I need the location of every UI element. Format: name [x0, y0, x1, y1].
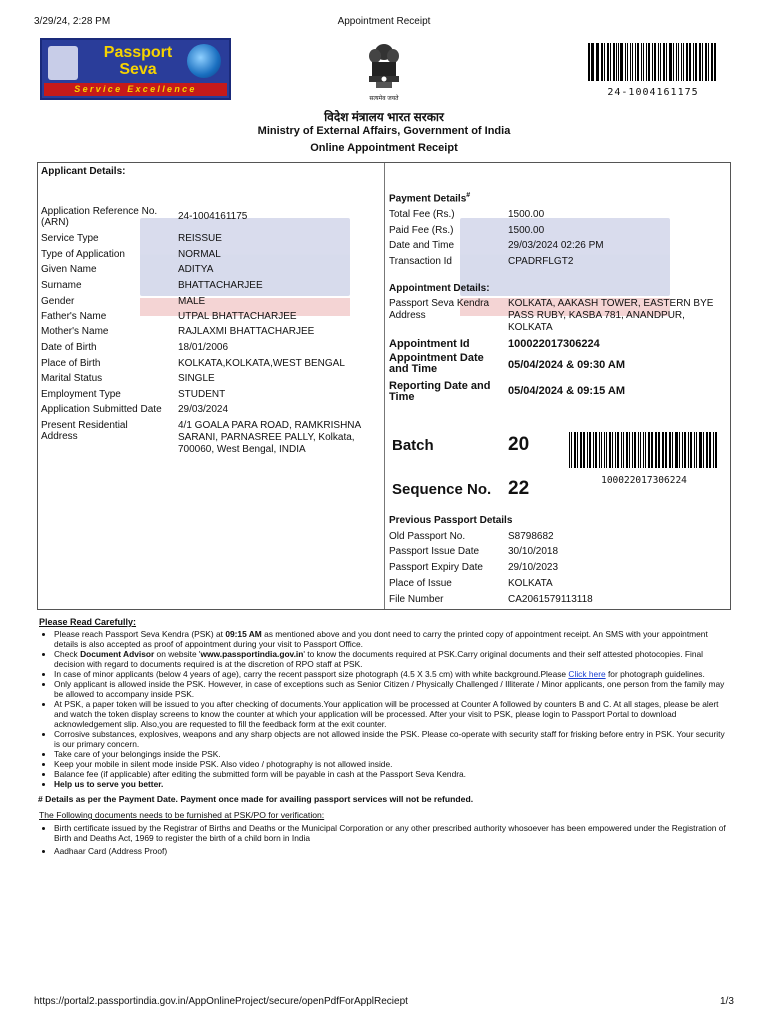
barcode-bar [655, 432, 657, 468]
barcode-bar [632, 432, 633, 468]
list-item: • Balance fee (if applicable) after editing the submitted form will be payable in cash at the Passport Seva Kendra. [54, 769, 730, 779]
barcode-bar [637, 43, 639, 81]
watermark-left [140, 218, 350, 316]
barcode-bar [714, 43, 716, 81]
barcode-bar [709, 432, 711, 468]
psk-address-value: KOLKATA, AAKASH TOWER, EASTERN BYE PASS RUBY, KASBA 781, ANANDPUR, KOLKATA [508, 298, 714, 333]
notes-heading: Please Read Carefully: [39, 617, 137, 627]
arn-value: 24-1004161175 [178, 211, 248, 222]
barcode-bar [705, 43, 707, 81]
barcode-bar [640, 432, 641, 468]
appointment-details-heading: Appointment Details: [389, 283, 490, 294]
print-datetime: 3/29/24, 2:28 PM [34, 16, 111, 27]
batch-value: 20 [508, 434, 530, 455]
barcode-bar [596, 43, 597, 81]
list-item: • Please reach Passport Seva Kendra (PSK) at 09:15 AM as mentioned above and you dont need to carry the printed copy of appointment receipt. An SMS with your appointment details is also accepted as proof of appointment during your visit to Passport Office. [54, 629, 730, 649]
sequence-label: Sequence No. [392, 481, 492, 498]
barcode-bar [706, 432, 708, 468]
barcode-bar [682, 432, 683, 468]
barcode-bar [643, 43, 644, 81]
column-divider [384, 163, 385, 609]
barcode-bar [684, 432, 686, 468]
employment-type-label: Employment Type [41, 389, 121, 400]
logo-tagline: Service Excellence [44, 83, 227, 96]
address-label: Present Residential Address [41, 420, 128, 442]
receipt-title: Online Appointment Receipt [310, 142, 458, 154]
barcode-bar [595, 432, 597, 468]
list-item: • At PSK, a paper token will be issued to you after checking of documents.Your application will be processed at Counter A followed by counters B and C. At all stages, please be alert and watch the token display screens to know the counter at which your application will be processed. After your visit to PSK, please login to Passport Portal to download acknowledgement slip. Also,you are requested to fill the feedback form at the exit counter. [54, 699, 730, 729]
barcode-bar [623, 432, 624, 468]
barcode-bar [569, 432, 570, 468]
barcode-bar [695, 43, 697, 81]
barcode-bar [683, 43, 684, 81]
website-link[interactable]: www.passportindia.gov.in [200, 649, 304, 659]
expiry-date-label: Passport Expiry Date [389, 562, 483, 573]
submitted-date-value: 29/03/2024 [178, 404, 229, 415]
barcode-bar [641, 43, 642, 81]
barcode-bar [665, 432, 667, 468]
appointment-id-value: 100022017306224 [508, 338, 600, 350]
instructions-list [38, 629, 730, 789]
barcode-bar [599, 432, 600, 468]
hindi-title: विदेश मंत्रालय भारत सरकार [324, 110, 444, 124]
applicant-details-heading: Applicant Details: [41, 166, 126, 177]
barcode-bar [703, 432, 705, 468]
list-item: • Keep your mobile in silent mode inside PSK. Also video / photography is not allowed inside. [54, 759, 730, 769]
barcode-bar [648, 432, 650, 468]
transaction-id-value: CPADRFLGT2 [508, 256, 574, 267]
barcode-bar [621, 432, 623, 468]
barcode-bar [638, 432, 639, 468]
barcode-bar [651, 432, 653, 468]
barcode-bar [699, 432, 701, 468]
barcode-bar [589, 432, 591, 468]
barcode-bar [591, 43, 593, 81]
barcode-bar [688, 432, 689, 468]
previous-passport-heading: Previous Passport Details [389, 515, 513, 526]
barcode-bar [626, 432, 628, 468]
dob-label: Date of Birth [41, 342, 97, 353]
payment-details-heading: Payment Details# [389, 192, 471, 205]
arn-barcode-text: 24-1004161175 [607, 87, 699, 98]
barcode-bar [690, 432, 692, 468]
barcode-bar [609, 432, 611, 468]
barcode-bar [681, 43, 683, 81]
barcode-bar [643, 432, 644, 468]
marital-status-value: SINGLE [178, 373, 215, 384]
barcode-bar [610, 43, 612, 81]
barcode-bar [702, 43, 703, 81]
list-item: • Corrosive substances, explosives, weapons and any sharp objects are not allowed inside the PSK. Please co-operate with security staff for frisking before entry in PSK. Your security is our primary concern. [54, 729, 730, 749]
barcode-bar [675, 432, 677, 468]
appointment-barcode-text: 100022017306224 [601, 475, 687, 486]
batch-label: Batch [392, 437, 434, 454]
ministry-title: Ministry of External Affairs, Government of India [257, 125, 511, 137]
barcode-bar [715, 432, 717, 468]
barcode-bar [617, 432, 619, 468]
instructions-section [38, 629, 730, 856]
arn-label: Application Reference No. (ARN) [41, 206, 158, 228]
print-title: Appointment Receipt [337, 16, 431, 27]
barcode-bar [699, 43, 701, 81]
barcode-bar [693, 43, 695, 81]
barcode-bar [672, 432, 673, 468]
old-passport-value: S8798682 [508, 531, 554, 542]
barcode-bar [648, 43, 650, 81]
arn-barcode [588, 43, 718, 81]
barcode-bar [708, 43, 710, 81]
father-name-value: UTPAL BHATTACHARJEE [178, 311, 297, 322]
barcode-bar [620, 43, 622, 81]
barcode-bar [625, 43, 627, 81]
place-of-issue-label: Place of Issue [389, 578, 452, 589]
barcode-bar [686, 43, 688, 81]
barcode-bar [630, 43, 632, 81]
barcode-bar [652, 43, 653, 81]
submitted-date-label: Application Submitted Date [41, 404, 162, 415]
gender-label: Gender [41, 296, 75, 307]
reporting-datetime-value: 05/04/2024 & 09:15 AM [508, 385, 625, 397]
barcode-bar [654, 43, 656, 81]
mother-name-label: Mother's Name [41, 326, 109, 337]
application-type-label: Type of Application [41, 249, 125, 260]
expiry-date-value: 29/10/2023 [508, 562, 559, 573]
barcode-bar [597, 43, 599, 81]
surname-value: BHATTACHARJEE [178, 280, 263, 291]
barcode-bar [607, 43, 609, 81]
barcode-bar [669, 43, 671, 81]
barcode-bar [615, 432, 616, 468]
gender-value: MALE [178, 296, 206, 307]
list-item: • Birth certificate issued by the Registrar of Births and Deaths or the Municipal Corporation or any other prescribed authority whosoever has been empowered under the Registration of Birth and Deaths Act, 1969 to register the birth of a child born in India [54, 823, 730, 843]
documents-list [38, 823, 730, 856]
service-type-label: Service Type [41, 233, 99, 244]
barcode-bar [571, 432, 572, 468]
total-fee-label: Total Fee (Rs.) [389, 209, 455, 220]
national-emblem [364, 40, 404, 102]
barcode-bar [711, 43, 713, 81]
print-url: https://portal2.passportindia.gov.in/AppOnlineProject/secure/openPdfForApplReciept [34, 996, 408, 1007]
barcode-bar [580, 432, 582, 468]
barcode-bar [618, 43, 619, 81]
payment-datetime-label: Date and Time [389, 240, 455, 251]
appointment-datetime-label: Appointment Date and Time [389, 352, 484, 375]
barcode-bar [673, 43, 675, 81]
lion-capital-icon [364, 40, 404, 98]
barcode-bar [588, 43, 590, 81]
barcode-bar [679, 432, 681, 468]
place-of-birth-value: KOLKATA,KOLKATA,WEST BENGAL [178, 358, 345, 369]
barcode-bar [666, 43, 668, 81]
issue-date-value: 30/10/2018 [508, 546, 559, 557]
barcode-bar [713, 432, 714, 468]
barcode-bar [696, 432, 698, 468]
employment-type-value: STUDENT [178, 389, 226, 400]
list-item: • Take care of your belongings inside the PSK. [54, 749, 730, 759]
barcode-bar [662, 432, 664, 468]
list-item: • Aadhaar Card (Address Proof) [54, 846, 730, 856]
barcode-bar [658, 43, 660, 81]
address-value: 4/1 GOALA PARA ROAD, RAMKRISHNA SARANI, PARNASREE PALLY, Kolkata, 700060, West Bengal, INDIA [178, 420, 361, 455]
application-type-value: NORMAL [178, 249, 221, 260]
barcode-bar [583, 432, 585, 468]
file-number-label: File Number [389, 594, 444, 605]
barcode-bar [629, 432, 631, 468]
appointment-id-label: Appointment Id [389, 338, 470, 350]
list-item: • Check Document Advisor on website 'www.passportindia.gov.in' to know the documents required at PSK.Carry original documents and their self attested photocopies. Final decision with regard to documents required is at the discretion of RPO staff at PSK. [54, 649, 730, 669]
barcode-bar [601, 43, 603, 81]
payment-note: # Details as per the Payment Date. Payment once made for availing passport services will not be refunded. [38, 794, 474, 804]
emblem-motto: सत्यमेव जयते [369, 96, 399, 102]
father-name-label: Father's Name [41, 311, 107, 322]
barcode-bar [616, 43, 617, 81]
list-item: • Only applicant is allowed inside the PSK. However, in case of exceptions such as Senior Citizen / Physically Challenged / Illiterate / Minor applicants, one person from the family may be allowed to accompany inside PSK. [54, 679, 730, 699]
list-item: • In case of minor applicants (below 4 years of age), carry the recent passport size photograph (4.5 X 3.5 cm) with white background.Please Click here for photograph guidelines. [54, 669, 730, 679]
old-passport-label: Old Passport No. [389, 531, 466, 542]
barcode-bar [627, 43, 628, 81]
dob-value: 18/01/2006 [178, 342, 229, 353]
place-of-birth-label: Place of Birth [41, 358, 101, 369]
payment-datetime-value: 29/03/2024 02:26 PM [508, 240, 604, 251]
mother-name-value: RAJLAXMI BHATTACHARJEE [178, 326, 315, 337]
barcode-bar [678, 43, 679, 81]
reporting-datetime-label: Reporting Date and Time [389, 380, 491, 403]
psk-address-label: Passport Seva Kendra Address [389, 298, 490, 321]
appointment-datetime-value: 05/04/2024 & 09:30 AM [508, 359, 625, 371]
barcode-bar [587, 432, 589, 468]
barcode-bar [663, 43, 665, 81]
documents-heading: The Following documents needs to be furnished at PSK/PO for verification: [39, 810, 325, 820]
sequence-value: 22 [508, 478, 530, 499]
print-page-number: 1/3 [720, 996, 734, 1007]
place-of-issue-value: KOLKATA [508, 578, 553, 589]
barcode-bar [601, 432, 603, 468]
appointment-barcode [569, 432, 719, 468]
photo-guidelines-link[interactable]: Click here [568, 669, 606, 679]
marital-status-label: Marital Status [41, 373, 103, 384]
issue-date-label: Passport Issue Date [389, 546, 480, 557]
file-number-value: CA2061579113118 [508, 594, 593, 605]
barcode-bar [676, 43, 677, 81]
barcode-bar [632, 43, 633, 81]
barcode-bar [660, 43, 661, 81]
barcode-bar [604, 432, 605, 468]
barcode-bar [577, 432, 578, 468]
globe-icon [187, 44, 221, 78]
total-fee-value: 1500.00 [508, 209, 545, 220]
emblem-icon [48, 46, 78, 80]
paid-fee-label: Paid Fee (Rs.) [389, 225, 454, 236]
barcode-bar [634, 432, 636, 468]
barcode-bar [635, 43, 636, 81]
barcode-bar [658, 432, 660, 468]
paid-fee-value: 1500.00 [508, 225, 545, 236]
barcode-bar [694, 432, 695, 468]
list-item: • Help us to serve you better. [54, 779, 730, 789]
barcode-bar [646, 43, 647, 81]
service-type-value: REISSUE [178, 233, 222, 244]
given-name-value: ADITYA [178, 264, 214, 275]
barcode-bar [613, 43, 615, 81]
barcode-bar [612, 432, 613, 468]
barcode-bar [606, 432, 607, 468]
barcode-bar [669, 432, 671, 468]
barcode-bar [689, 43, 691, 81]
given-name-label: Given Name [41, 264, 97, 275]
barcode-bar [645, 432, 647, 468]
transaction-id-label: Transaction Id [389, 256, 452, 267]
logo-name: Passport Seva [103, 44, 173, 78]
surname-label: Surname [41, 280, 82, 291]
barcode-bar [574, 432, 576, 468]
passport-seva-logo [40, 38, 231, 100]
barcode-bar [604, 43, 605, 81]
barcode-bar [593, 432, 595, 468]
